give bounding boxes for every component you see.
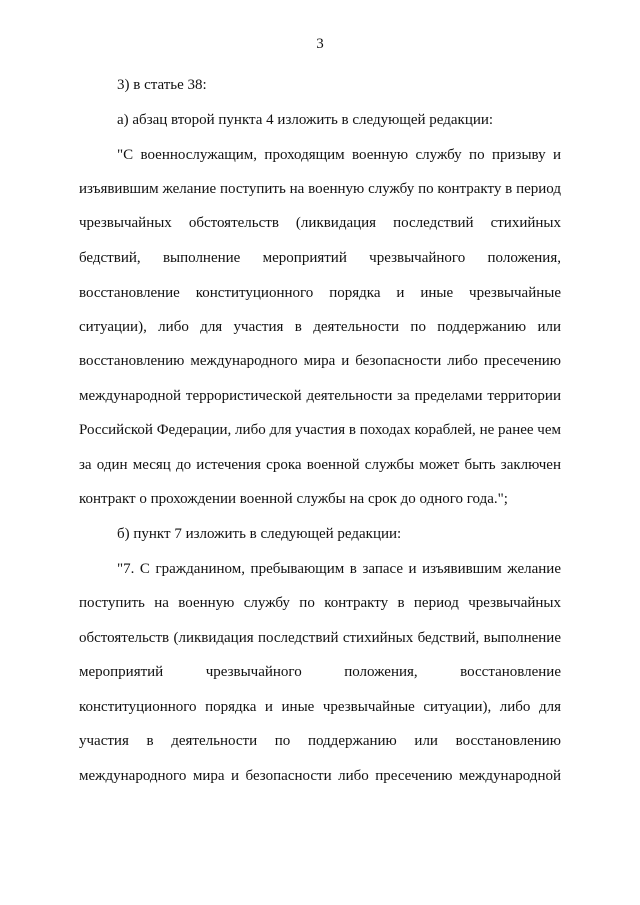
- subitem-a-intro: а) абзац второй пункта 4 изложить в следующей редакции:: [117, 112, 494, 128]
- quote-2-line-2: поступить на военную службу по контракту в период чрезвычайных: [79, 595, 561, 611]
- quote-2-line-5: конституционного порядка и иные чрезвычайные ситуации), либо для: [79, 699, 561, 715]
- page-number: 3: [316, 36, 324, 52]
- quote-2-line-7: международного мира и безопасности либо пресечению международной: [79, 768, 561, 784]
- quote-1-line-7: восстановлению международного мира и безопасности либо пресечению: [79, 353, 561, 369]
- quote-2-line-3: обстоятельств (ликвидация последствий стихийных бедствий, выполнение: [79, 630, 561, 646]
- quote-1-line-3: чрезвычайных обстоятельств (ликвидация последствий стихийных: [79, 215, 561, 231]
- quote-1-line-6: ситуации), либо для участия в деятельности по поддержанию или: [79, 319, 561, 335]
- quote-2-line-1: "7. С гражданином, пребывающим в запасе и изъявившим желание: [117, 561, 561, 577]
- quote-1-line-4: бедствий, выполнение мероприятий чрезвычайного положения,: [79, 250, 561, 266]
- quote-1-line-5: восстановление конституционного порядка и иные чрезвычайные: [79, 285, 561, 301]
- article-38-heading: 3) в статье 38:: [117, 77, 207, 93]
- quote-1-line-1: "С военнослужащим, проходящим военную службу по призыву и: [117, 147, 561, 163]
- quote-1-line-9: Российской Федерации, либо для участия в походах кораблей, не ранее чем: [79, 422, 561, 438]
- subitem-b-intro: б) пункт 7 изложить в следующей редакции:: [117, 526, 402, 542]
- quote-1-line-10: за один месяц до истечения срока военной службы может быть заключен: [79, 457, 561, 473]
- quote-1-line-11: контракт о прохождении военной службы на срок до одного года.";: [79, 491, 508, 507]
- quote-1-line-2: изъявившим желание поступить на военную службу по контракту в период: [79, 181, 561, 197]
- quote-2-line-6: участия в деятельности по поддержанию или восстановлению: [79, 733, 561, 749]
- quote-1-line-8: международной террористической деятельности за пределами территории: [79, 388, 561, 404]
- quote-2-line-4: мероприятий чрезвычайного положения, восстановление: [79, 664, 561, 680]
